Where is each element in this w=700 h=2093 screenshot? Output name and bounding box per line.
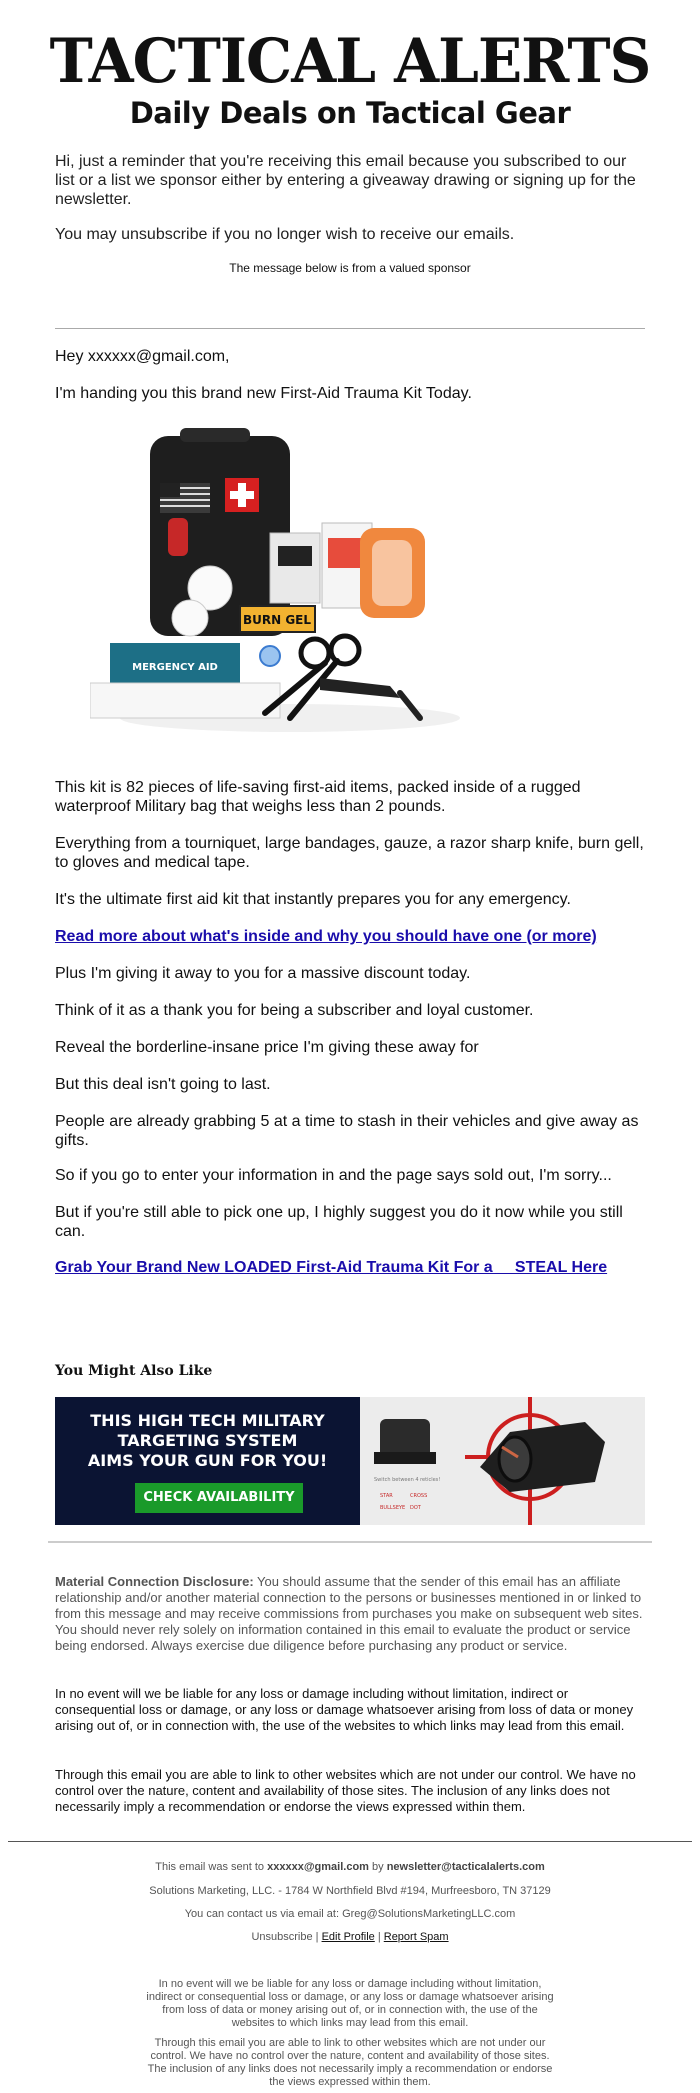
sender-email: newsletter@tacticalalerts.com (386, 1861, 545, 1873)
unsubscribe-link[interactable]: Unsubscribe (251, 1931, 313, 1943)
discount-text: Plus I'm giving it away to you for a massive discount today. (55, 965, 471, 982)
footer-links (0, 1931, 700, 1943)
reticle-switch-caption: Switch between 4 reticles! (374, 1477, 441, 1483)
first-aid-kit-image[interactable] (90, 428, 470, 738)
footer-pipe: | (315, 1931, 319, 1943)
disclosure-text: You should assume that the sender of this email has an affiliate relationship and/or another material connection to the persons or businesses mentioned in or linked to from this message and may receive commissions from purchases you make on subsequent web sites. You should never rely solely on information contained in this email to evaluate the product or service being endorsed. Always exercise due diligence before purchasing any product or service. (55, 1574, 643, 1653)
kit-description: This kit is 82 pieces of life-saving first-aid items, packed inside of a rugged waterproof Military bag that weighs less than 2 pounds. (55, 779, 581, 815)
disclosure-label: Material Connection Disclosure: (55, 1574, 254, 1589)
banner-left-panel (55, 1397, 360, 1525)
kit-value: It's the ultimate first aid kit that instantly prepares you for any emergency. (55, 891, 571, 908)
logo-subtitle: Daily Deals on Tactical Gear (129, 96, 571, 130)
logo-title: TACTICAL ALERTS (49, 25, 651, 97)
footer-address: Solutions Marketing, LLC. - 1784 W Northfield Blvd #194, Murfreesboro, TN 37129 (149, 1885, 551, 1897)
banner-headline-line-2: TARGETING SYSTEM (117, 1431, 298, 1450)
footer-divider (8, 1841, 692, 1842)
header-logo[interactable] (0, 25, 700, 130)
edit-profile-link[interactable]: Edit Profile (321, 1931, 375, 1943)
intro-paragraph: I'm handing you this brand new First-Aid Trauma Kit Today. (55, 385, 472, 402)
material-disclosure (55, 1574, 645, 1654)
banner-headline-line-1: THIS HIGH TECH MILITARY (90, 1411, 325, 1430)
targeting-system-banner[interactable] (55, 1397, 645, 1525)
reticle-dot-label: DOT (410, 1505, 421, 1511)
reticle-cross-label: CROSS (410, 1493, 428, 1499)
reticle-star-label: STAR (380, 1493, 393, 1499)
footer-liability: In no event will we be liable for any loss or damage including without limitation, indirect or consequential loss or damage, or any loss or damage whatsoever arising from loss of data or money arising out of, or in connection with, the use of the websites to which links may lead from this email. (146, 1978, 554, 2029)
deal-ending-text: But this deal isn't going to last. (55, 1076, 271, 1093)
read-more-link[interactable]: Read more about what's inside and why you should have one (or more) (55, 928, 597, 945)
greeting: Hey xxxxxx@gmail.com, (55, 348, 230, 365)
footer-external-links: Through this email you are able to link to other websites which are not under our control. We have no control over the nature, content and availability of those sites. The inclusion of any links does not necessarily imply a recommendation or endorse the views expressed within them. (147, 2037, 553, 2088)
grab-kit-wrap (55, 1258, 645, 1277)
red-dot-sight-image (360, 1397, 645, 1525)
check-availability-button[interactable]: CHECK AVAILABILITY (135, 1483, 303, 1513)
sent-by: by (368, 1861, 387, 1873)
footer-sent-to (0, 1861, 700, 1873)
section-separator (48, 1541, 652, 1543)
banner-headline-line-3: AIMS YOUR GUN FOR YOU! (87, 1451, 328, 1470)
pick-one-up-text: But if you're still able to pick one up, I highly suggest you do it now while you still can. (55, 1204, 623, 1240)
recipient-email: xxxxxx@gmail.com (267, 1861, 369, 1873)
burn-gel-label: BURN GEL (242, 613, 312, 627)
unsubscribe-note: You may unsubscribe if you no longer wish to receive our emails. (55, 226, 515, 243)
sold-out-text: So if you go to enter your information in and the page says sold out, I'm sorry... (55, 1167, 612, 1184)
reveal-price-text: Reveal the borderline-insane price I'm giving these away for (55, 1039, 479, 1056)
grab-kit-link[interactable]: Grab Your Brand New LOADED First-Aid Trauma Kit For a STEAL Here (55, 1259, 608, 1276)
footer-contact: You can contact us via email at: Greg@SolutionsMarketingLLC.com (184, 1908, 516, 1920)
you-might-like-heading: You Might Also Like (55, 1363, 213, 1379)
reminder-text: Hi, just a reminder that you're receiving this email because you subscribed to our list or a list we sponsor either by entering a giveaway drawing or signing up for the newsletter. (55, 153, 636, 208)
divider (55, 328, 645, 329)
sent-prefix: This email was sent to (155, 1861, 268, 1873)
report-spam-link[interactable]: Report Spam (383, 1931, 449, 1943)
footer-pipe: | (377, 1931, 381, 1943)
external-links-text: Through this email you are able to link to other websites which are not under our control. We have no control over the nature, content and availability of those sites. The inclusion of any links does not necessarily imply a recommendation or endorse the views expressed within them. (55, 1767, 636, 1814)
people-grabbing-text: People are already grabbing 5 at a time to stash in their vehicles and give away as gifts. (55, 1113, 639, 1149)
banner-headline (55, 1411, 360, 1471)
reticle-bullseye-label: BULLSEYE (380, 1505, 406, 1511)
bag-brand-label: MERGENCY AID (132, 662, 218, 673)
kit-contents: Everything from a tourniquet, large bandages, gauze, a razor sharp knife, burn gell, to gloves and medical tape. (55, 835, 644, 871)
sponsor-note: The message below is from a valued sponsor (229, 261, 471, 275)
read-more-wrap (55, 927, 645, 946)
thank-you-text: Think of it as a thank you for being a subscriber and loyal customer. (55, 1002, 534, 1019)
liability-text: In no event will we be liable for any loss or damage including without limitation, indirect or consequential loss or damage, or any loss or damage whatsoever arising from loss of data or money arising out of, or in connection with, the use of the websites to which links may lead from this email. (55, 1686, 634, 1733)
